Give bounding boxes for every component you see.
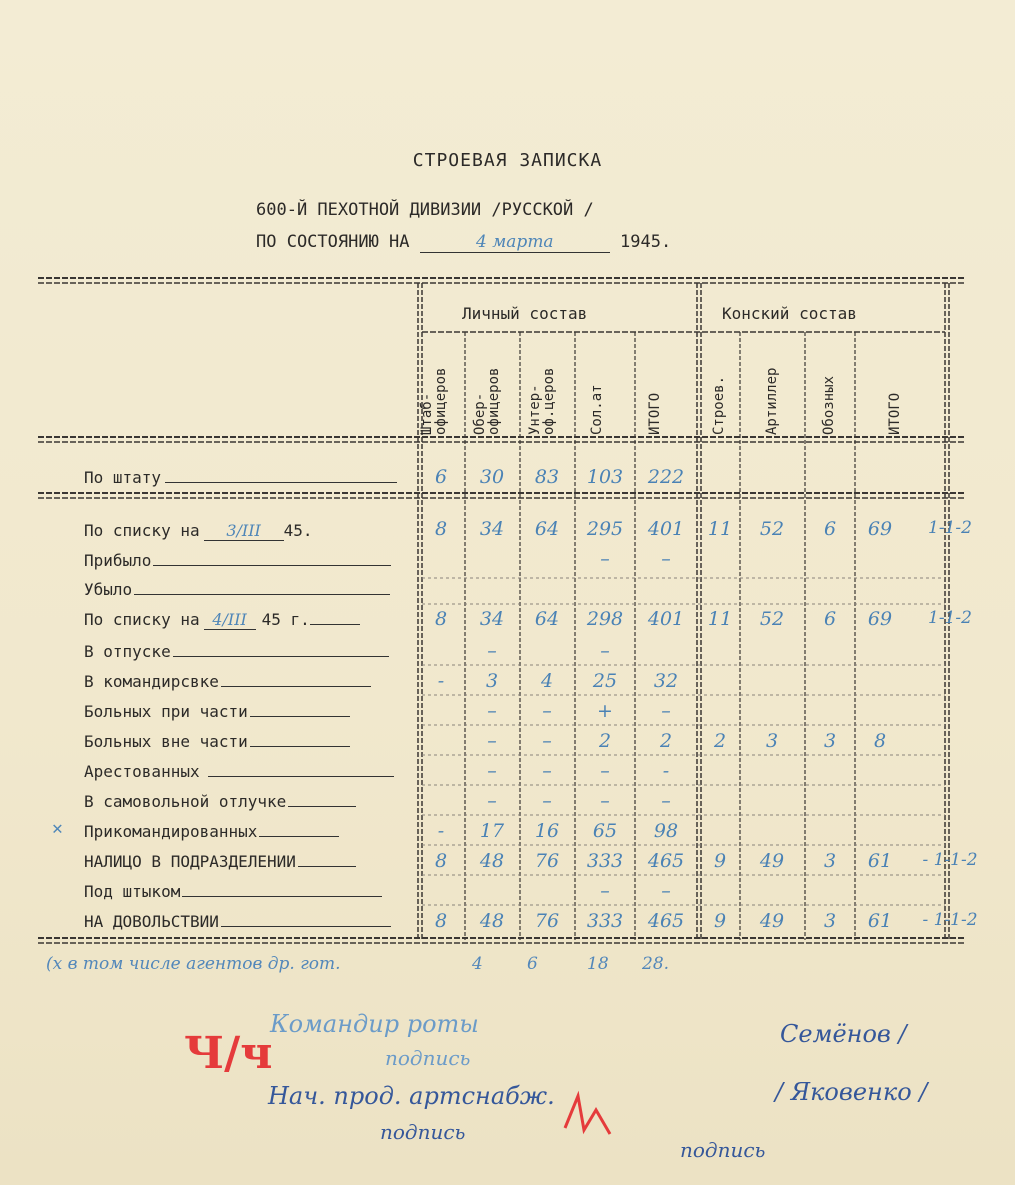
table-cell: –: [600, 548, 610, 570]
col-header-soldiers: Сол.ат: [589, 384, 605, 435]
table-cell: 3: [823, 850, 837, 872]
table-cell: 48: [479, 850, 505, 872]
table-cell: 465: [647, 850, 685, 872]
table-cell: 1-1-2: [928, 518, 972, 538]
table-cell: 25: [592, 670, 618, 692]
table-cell: 64: [534, 608, 560, 630]
document-subtitle: 600-Й ПЕХОТНОЙ ДИВИЗИИ /РУССКОЙ /: [256, 200, 594, 220]
table-cell: 465: [647, 910, 685, 932]
table-cell: 69: [867, 608, 893, 630]
col-header-chief-officers: Обер- офицеров: [472, 367, 502, 435]
table-cell: 3: [485, 670, 499, 692]
table-cell: –: [542, 700, 552, 722]
table-cell: -: [662, 760, 670, 782]
table-cell: –: [487, 760, 497, 782]
table-cell: –: [661, 790, 671, 812]
table-cell: –: [600, 880, 610, 902]
table-cell: –: [542, 790, 552, 812]
row-label-arrested: Арестованных: [84, 762, 394, 781]
table-cell: 52: [759, 518, 785, 540]
table-cell: 61: [867, 850, 893, 872]
table-cell: 401: [647, 518, 685, 540]
col-header-personnel-total: ИТОГО: [647, 392, 663, 435]
table-cell: –: [542, 730, 552, 752]
table-cell: 76: [534, 910, 560, 932]
table-cell: –: [600, 760, 610, 782]
row-label-arrived: Прибыло: [84, 551, 391, 570]
table-cell: –: [487, 640, 497, 662]
table-cell: –: [542, 760, 552, 782]
table-cell: 11: [707, 608, 733, 630]
col-header-nco: Унтер- оф.церов: [527, 367, 557, 435]
table-cell: 295: [586, 518, 624, 540]
table-cell: 9: [713, 850, 727, 872]
row-label-list-prev: По списку на 3/III 45.: [84, 521, 313, 540]
table-cell: 8: [434, 518, 448, 540]
signature-bottom: подпись: [680, 1138, 766, 1162]
table-cell: -: [437, 670, 445, 692]
row-label-on-rations: НА ДОВОЛЬСТВИИ: [84, 912, 391, 931]
table-cell: 83: [534, 466, 560, 488]
table-cell: 8: [434, 608, 448, 630]
col-header-artillery-horses: Артиллер: [764, 367, 780, 435]
table-cell: - 1-1-2: [922, 850, 978, 870]
group-horses-header: Конский состав: [722, 304, 857, 323]
row-label-sick-outside: Больных вне части: [84, 732, 350, 751]
table-cell: 2: [659, 730, 673, 752]
row-label-list-current: По списку на 4/III 45 г.: [84, 610, 360, 630]
report-year: 1945.: [620, 232, 672, 252]
table-cell: 333: [586, 910, 624, 932]
table-cell: –: [600, 790, 610, 812]
row-date-current: 4/III: [212, 610, 247, 629]
footnote-value-4: 28.: [642, 954, 670, 974]
col-header-horses-total: ИТОГО: [887, 392, 903, 435]
table-cell: –: [661, 880, 671, 902]
footnote-value-3: 18: [587, 954, 609, 974]
table-cell: 49: [759, 910, 785, 932]
table-cell: 34: [479, 518, 505, 540]
red-initials-mark: Ч/ч: [184, 1028, 273, 1079]
table-cell: 3: [823, 730, 837, 752]
table-cell: 333: [586, 850, 624, 872]
table-cell: 3: [823, 910, 837, 932]
date-handwritten: 4 марта: [475, 232, 554, 252]
row-label-awol: В самовольной отлучке: [84, 792, 356, 811]
table-cell: 2: [713, 730, 727, 752]
row-label-on-leave: В отпуске: [84, 642, 389, 661]
table-cell: 76: [534, 850, 560, 872]
table-cell: 298: [586, 608, 624, 630]
table-cell: - 1-1-2: [922, 910, 978, 930]
table-cell: 52: [759, 608, 785, 630]
table-cell: 103: [586, 466, 624, 488]
table-cell: 4: [540, 670, 554, 692]
row-label-by-staff: По штату: [84, 468, 397, 487]
row-label-business-trip: В командирсвке: [84, 672, 371, 691]
row-date-prev: 3/III: [226, 521, 261, 540]
group-personnel-header: Личный состав: [462, 304, 588, 323]
table-cell: -: [437, 820, 445, 842]
table-cell: –: [661, 700, 671, 722]
signature-left-title-2: Нач. прод. артснабж.: [268, 1082, 555, 1110]
attached-footnote-marker: ✕: [52, 818, 63, 839]
table-cell: 49: [759, 850, 785, 872]
col-header-train-horses: Обозных: [821, 375, 837, 435]
row-label-under-arms: Под штыком: [84, 882, 382, 901]
signature-left-sign-1: подпись: [385, 1046, 471, 1070]
table-cell: 222: [647, 466, 685, 488]
col-header-combat-horses: Строев.: [711, 375, 727, 435]
table-cell: –: [487, 790, 497, 812]
table-cell: 3: [765, 730, 779, 752]
red-check-mark: [560, 1088, 620, 1148]
table-cell: 6: [434, 466, 448, 488]
footnote-text: (x в том числе агентов др. гот.: [46, 954, 341, 974]
date-prefix: ПО СОСТОЯНИЮ НА: [256, 232, 410, 252]
signature-left-title-1: Командир роты: [270, 1010, 479, 1038]
table-cell: 65: [592, 820, 618, 842]
table-cell: 30: [479, 466, 505, 488]
row-label-sick-in-unit: Больных при части: [84, 702, 350, 721]
table-cell: 61: [867, 910, 893, 932]
table-cell: 16: [534, 820, 560, 842]
table-cell: 11: [707, 518, 733, 540]
row-label-attached: Прикомандированных: [84, 822, 339, 841]
table-cell: 6: [823, 608, 837, 630]
footnote-value-1: 4: [472, 954, 483, 974]
row-label-present: НАЛИЦО В ПОДРАЗДЕЛЕНИИ: [84, 852, 356, 871]
table-cell: –: [661, 548, 671, 570]
table-cell: 8: [434, 910, 448, 932]
col-header-staff-officers: Штаб- офицеров: [419, 367, 449, 435]
table-cell: 64: [534, 518, 560, 540]
table-cell: +: [597, 700, 613, 722]
table-cell: 8: [873, 730, 887, 752]
table-cell: 32: [653, 670, 679, 692]
signature-right-2: / Яковенко /: [775, 1078, 928, 1106]
table-cell: 17: [479, 820, 505, 842]
row-label-departed: Убыло: [84, 580, 390, 599]
table-cell: 6: [823, 518, 837, 540]
footnote-value-2: 6: [527, 954, 538, 974]
table-cell: 1-1-2: [928, 608, 972, 628]
table-cell: 48: [479, 910, 505, 932]
signature-left-sign-2: подпись: [380, 1120, 466, 1144]
table-cell: –: [487, 730, 497, 752]
signature-right-1: Семёнов /: [780, 1020, 907, 1048]
table-cell: 34: [479, 608, 505, 630]
table-cell: 2: [598, 730, 612, 752]
table-cell: 69: [867, 518, 893, 540]
table-cell: 9: [713, 910, 727, 932]
table-cell: 401: [647, 608, 685, 630]
table-cell: 98: [653, 820, 679, 842]
table-cell: –: [487, 700, 497, 722]
table-cell: 8: [434, 850, 448, 872]
document-title: СТРОЕВАЯ ЗАПИСКА: [412, 150, 603, 171]
table-cell: –: [600, 640, 610, 662]
